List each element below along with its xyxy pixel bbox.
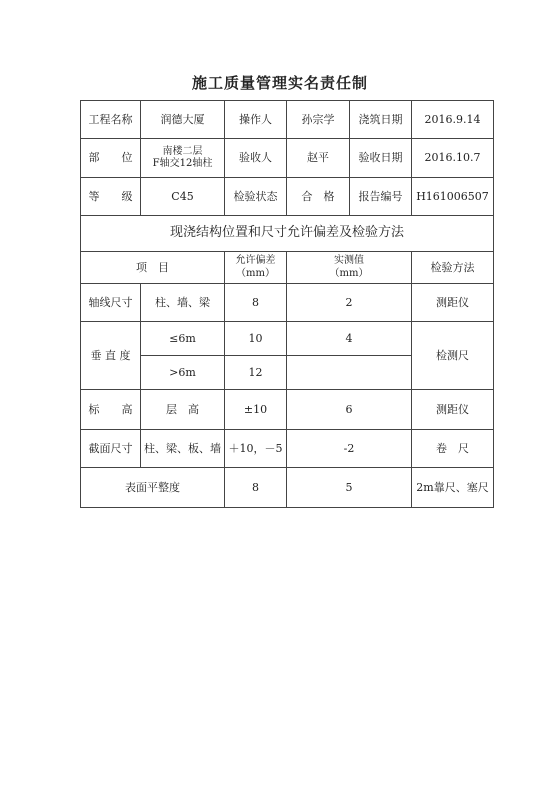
vertical-sub-2: >6m — [141, 356, 225, 390]
info-row-2 — [81, 139, 494, 178]
label-inspection-status: 检验状态 — [225, 178, 287, 216]
axis-allowed: 8 — [225, 284, 287, 322]
quality-table — [80, 100, 494, 508]
vertical-allowed-2: 12 — [225, 356, 287, 390]
axis-measured: 2 — [287, 284, 412, 322]
header-measured-label: 实测值 — [334, 255, 364, 266]
elevation-method: 测距仪 — [412, 390, 494, 430]
value-location — [141, 139, 225, 178]
value-inspection-status: 合 格 — [287, 178, 350, 216]
table-row-flatness — [81, 468, 494, 508]
section-size-method: 卷 尺 — [412, 430, 494, 468]
value-grade: C45 — [141, 178, 225, 216]
table-row-axis — [81, 284, 494, 322]
label-acceptance-date: 验收日期 — [350, 139, 412, 178]
flatness-name: 表面平整度 — [81, 468, 225, 508]
vertical-measured-2 — [287, 356, 412, 390]
header-allowed — [225, 252, 287, 284]
value-acceptance-date: 2016.10.7 — [412, 139, 494, 178]
page-title: 施工质量管理实名责任制 — [191, 74, 368, 92]
value-inspector: 赵平 — [287, 139, 350, 178]
elevation-measured: 6 — [287, 390, 412, 430]
header-measured-unit: （mm） — [329, 267, 369, 279]
label-location: 部 位 — [81, 139, 141, 178]
vertical-sub-1: ≤6m — [141, 322, 225, 356]
elevation-name: 标 高 — [81, 390, 141, 430]
label-operator: 操作人 — [225, 101, 287, 139]
vertical-measured-1: 4 — [287, 322, 412, 356]
header-allowed-unit: （mm） — [236, 267, 275, 279]
section-title: 现浇结构位置和尺寸允许偏差及检验方法 — [81, 216, 494, 252]
section-size-name: 截面尺寸 — [81, 430, 141, 468]
table-row-vertical-1 — [81, 322, 494, 356]
value-pour-date: 2016.9.14 — [412, 101, 494, 139]
location-line-2: F轴交12轴柱 — [152, 158, 213, 169]
location-line-1: 南楼二层 — [162, 145, 203, 157]
table-row-section-size — [81, 430, 494, 468]
value-report-number: H161006507 — [412, 178, 494, 216]
label-report-number: 报告编号 — [350, 178, 412, 216]
header-allowed-label: 允许偏差 — [235, 255, 276, 266]
table-row-elevation — [81, 390, 494, 430]
info-row-1 — [81, 101, 494, 139]
section-size-allowed: ＋10，－5 — [225, 430, 287, 468]
flatness-allowed: 8 — [225, 468, 287, 508]
section-size-measured: -2 — [287, 430, 412, 468]
flatness-method: 2m靠尺、塞尺 — [412, 468, 494, 508]
axis-method: 测距仪 — [412, 284, 494, 322]
header-method: 检验方法 — [412, 252, 494, 284]
header-measured — [287, 252, 412, 284]
flatness-measured: 5 — [287, 468, 412, 508]
axis-name: 轴线尺寸 — [81, 284, 141, 322]
vertical-name: 垂 直 度 — [81, 322, 141, 390]
axis-sub: 柱、墙、梁 — [141, 284, 225, 322]
header-row — [81, 252, 494, 284]
header-item: 项 目 — [81, 252, 225, 284]
label-project-name: 工程名称 — [81, 101, 141, 139]
vertical-method: 检测尺 — [412, 322, 494, 390]
label-pour-date: 浇筑日期 — [350, 101, 412, 139]
elevation-allowed: ±10 — [225, 390, 287, 430]
value-project-name: 润德大厦 — [141, 101, 225, 139]
info-row-3 — [81, 178, 494, 216]
section-title-row — [81, 216, 494, 252]
value-operator: 孙宗学 — [287, 101, 350, 139]
label-inspector: 验收人 — [225, 139, 287, 178]
label-grade: 等 级 — [81, 178, 141, 216]
section-size-sub: 柱、梁、板、墙 — [141, 430, 225, 468]
elevation-sub: 层 高 — [141, 390, 225, 430]
vertical-allowed-1: 10 — [225, 322, 287, 356]
